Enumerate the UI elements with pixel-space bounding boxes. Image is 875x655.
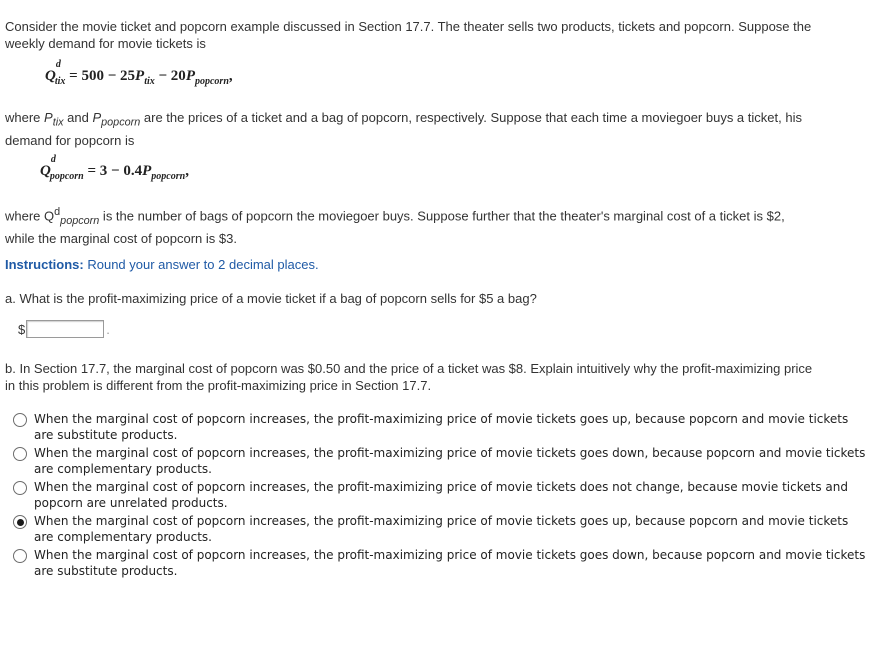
intro-text <box>5 18 865 52</box>
option-3[interactable] <box>13 479 868 511</box>
option-3-text: When the marginal cost of popcorn increases, the profit-maximizing price of movie tickets does not change, because movie tickets and popcorn are unrelated products. <box>34 480 848 510</box>
option-5[interactable] <box>13 547 868 579</box>
radio-option-2[interactable] <box>13 447 27 461</box>
eq1-p2: P <box>185 68 195 84</box>
where2-b: is the number of bags of popcorn the moviegoer buys. Suppose further that the theater's marginal cost of a ticket is $2, <box>99 208 785 224</box>
popcorn-demand-equation <box>40 154 189 182</box>
input-trailing-dot: . <box>106 321 110 337</box>
eq2-sub: popcorn <box>49 171 84 182</box>
eq1-p2-sub: popcorn <box>194 76 229 87</box>
where2-sup: d <box>54 206 61 218</box>
where1-a: where <box>5 110 45 125</box>
eq2-p-sub: popcorn <box>151 171 186 182</box>
question-b-line-2: in this problem is different from the profit-maximizing price in Section 17.7. <box>5 378 432 393</box>
eq2-sup: d <box>50 154 56 165</box>
intro-line-2: weekly demand for movie tickets is <box>5 36 206 51</box>
ticket-demand-equation <box>45 59 233 87</box>
where1-ptix-sub: tix <box>52 116 64 129</box>
where1-c: are the prices of a ticket and a bag of popcorn, respectively. Suppose that each time a moviegoer buys a ticket, his <box>140 110 802 125</box>
radio-option-5[interactable] <box>13 549 27 563</box>
eq1-p1: P <box>135 68 145 84</box>
option-4[interactable] <box>13 513 868 545</box>
where1-line-2: demand for popcorn is <box>5 132 135 148</box>
radio-option-3[interactable] <box>13 481 27 495</box>
intro-line-1: Consider the movie ticket and popcorn example discussed in Section 17.7. The theater sells two products, tickets and popcorn. Suppose the <box>5 19 812 34</box>
where1-ppop: P <box>92 110 102 125</box>
where1-line-1 <box>5 109 865 132</box>
where-prices-text <box>5 109 865 149</box>
instructions-text: Round your answer to 2 decimal places. <box>83 257 319 272</box>
option-2-text: When the marginal cost of popcorn increases, the profit-maximizing price of movie tickets goes down, because popcorn and movie tickets are complementary products. <box>34 446 866 476</box>
option-2[interactable] <box>13 445 868 477</box>
eq2-rhs-a: = 3 − 0.4 <box>83 163 143 179</box>
eq2-end: , <box>185 163 189 179</box>
eq1-end: , <box>228 68 233 84</box>
eq1-sub: tix <box>54 76 66 87</box>
question-b-line-1: b. In Section 17.7, the marginal cost of popcorn was $0.50 and the price of a ticket was $8. Explain intuitively why the profit-maximizing price <box>5 361 813 376</box>
instructions <box>5 256 865 273</box>
eq1-sup: d <box>55 59 61 70</box>
option-1-text: When the marginal cost of popcorn increases, the profit-maximizing price of movie tickets goes up, because popcorn and movie tickets are substitute products. <box>34 412 849 442</box>
where1-ptix: P <box>44 110 53 125</box>
eq2-q: Q <box>40 163 51 179</box>
answer-row <box>18 320 110 338</box>
currency-symbol: $ <box>18 321 26 337</box>
eq1-q: Q <box>45 68 56 84</box>
eq2-p: P <box>142 163 152 179</box>
radio-option-1[interactable] <box>13 413 27 427</box>
where2-line-1 <box>5 204 865 230</box>
question-b <box>5 360 865 394</box>
where2-line-2: while the marginal cost of popcorn is $3. <box>5 230 237 246</box>
eq1-rhs-b: − 20 <box>154 68 186 84</box>
instructions-label: Instructions: <box>5 257 84 272</box>
answer-options <box>13 411 868 581</box>
eq1-rhs-a: = 500 − 25 <box>65 68 136 84</box>
option-5-text: When the marginal cost of popcorn increases, the profit-maximizing price of movie tickets goes down, because popcorn and movie tickets are substitute products. <box>34 548 866 578</box>
where-quantity-text <box>5 204 865 247</box>
where1-b: and <box>63 110 93 125</box>
where2-a: where Q <box>5 208 55 224</box>
ticket-price-input[interactable] <box>26 320 104 338</box>
option-4-text: When the marginal cost of popcorn increases, the profit-maximizing price of movie tickets goes up, because popcorn and movie tickets are complementary products. <box>34 514 849 544</box>
radio-option-4[interactable] <box>13 515 27 529</box>
where1-ppop-sub: popcorn <box>101 116 141 129</box>
eq1-p1-sub: tix <box>144 76 155 87</box>
question-a: a. What is the profit-maximizing price of a movie ticket if a bag of popcorn sells for $5 a bag? <box>5 291 537 306</box>
where2-sub: popcorn <box>60 214 100 227</box>
option-1[interactable] <box>13 411 868 443</box>
